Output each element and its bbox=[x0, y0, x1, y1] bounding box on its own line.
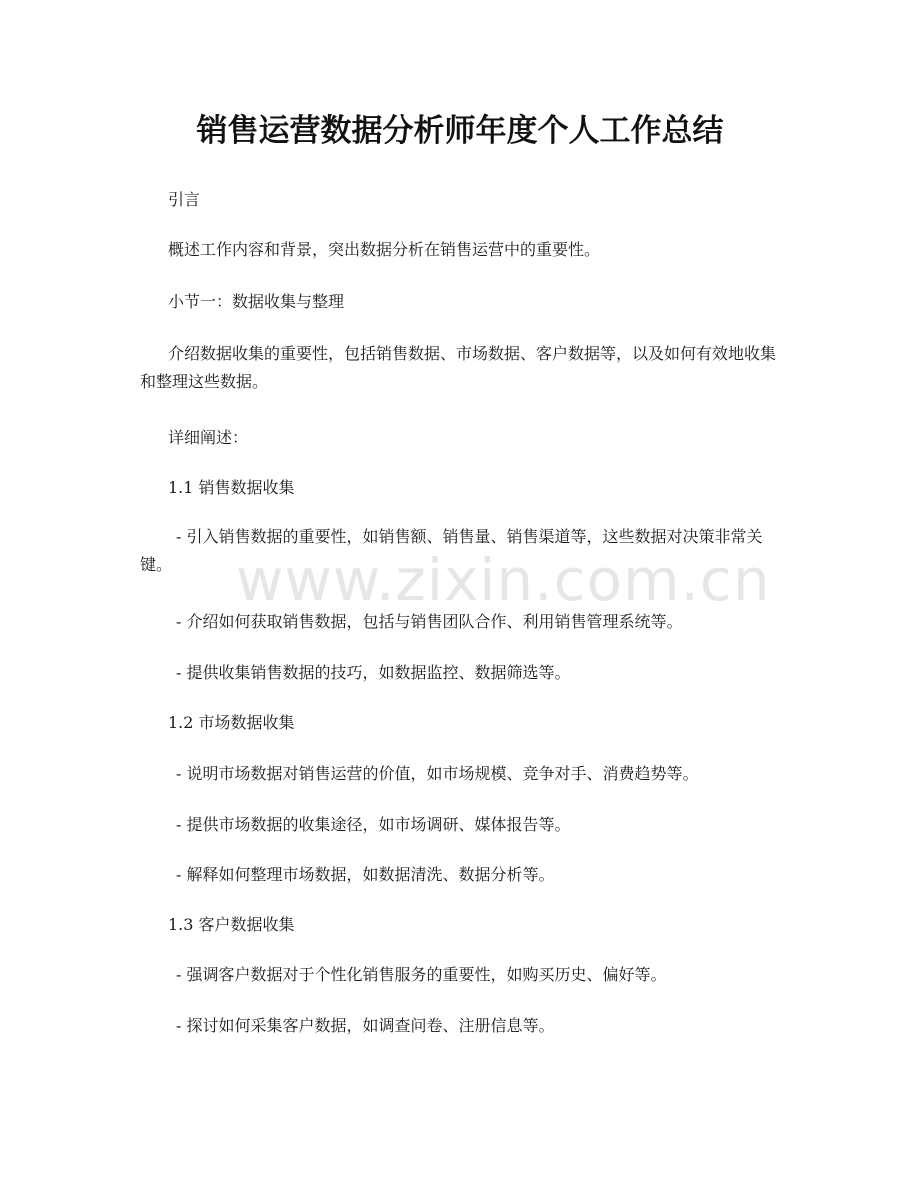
bullet-item: - 提供收集销售数据的技巧，如数据监控、数据筛选等。 bbox=[176, 663, 571, 682]
bullet-item: - 强调客户数据对于个性化销售服务的重要性，如购买历史、偏好等。 bbox=[176, 965, 667, 984]
subsection-heading-1-1: 1.1 销售数据收集 bbox=[168, 478, 295, 497]
section-paragraph: 介绍数据收集的重要性，包括销售数据、市场数据、客户数据等，以及如何有效地收集和整理这些数据。 bbox=[140, 344, 777, 391]
subsection-heading-1-3: 1.3 客户数据收集 bbox=[168, 915, 295, 934]
intro-heading: 引言 bbox=[168, 190, 201, 209]
detail-heading: 详细阐述： bbox=[168, 428, 249, 447]
bullet-item: - 解释如何整理市场数据，如数据清洗、数据分析等。 bbox=[176, 865, 555, 884]
intro-paragraph: 概述工作内容和背景，突出数据分析在销售运营中的重要性。 bbox=[168, 240, 601, 259]
bullet-item: - 探讨如何采集客户数据，如调查问卷、注册信息等。 bbox=[176, 1016, 555, 1035]
section-heading: 小节一：数据收集与整理 bbox=[168, 292, 345, 311]
bullet-item: - 引入销售数据的重要性，如销售额、销售量、销售渠道等，这些数据对决策非常关键。 bbox=[140, 527, 763, 574]
subsection-heading-1-2: 1.2 市场数据收集 bbox=[168, 713, 295, 732]
bullet-item: - 说明市场数据对销售运营的价值，如市场规模、竞争对手、消费趋势等。 bbox=[176, 764, 699, 783]
bullet-item: - 介绍如何获取销售数据，包括与销售团队合作、利用销售管理系统等。 bbox=[176, 612, 683, 631]
watermark: www.zixin.com.cn bbox=[236, 546, 771, 614]
document-title: 销售运营数据分析师年度个人工作总结 bbox=[196, 113, 724, 149]
bullet-item: - 提供市场数据的收集途径，如市场调研、媒体报告等。 bbox=[176, 815, 571, 834]
